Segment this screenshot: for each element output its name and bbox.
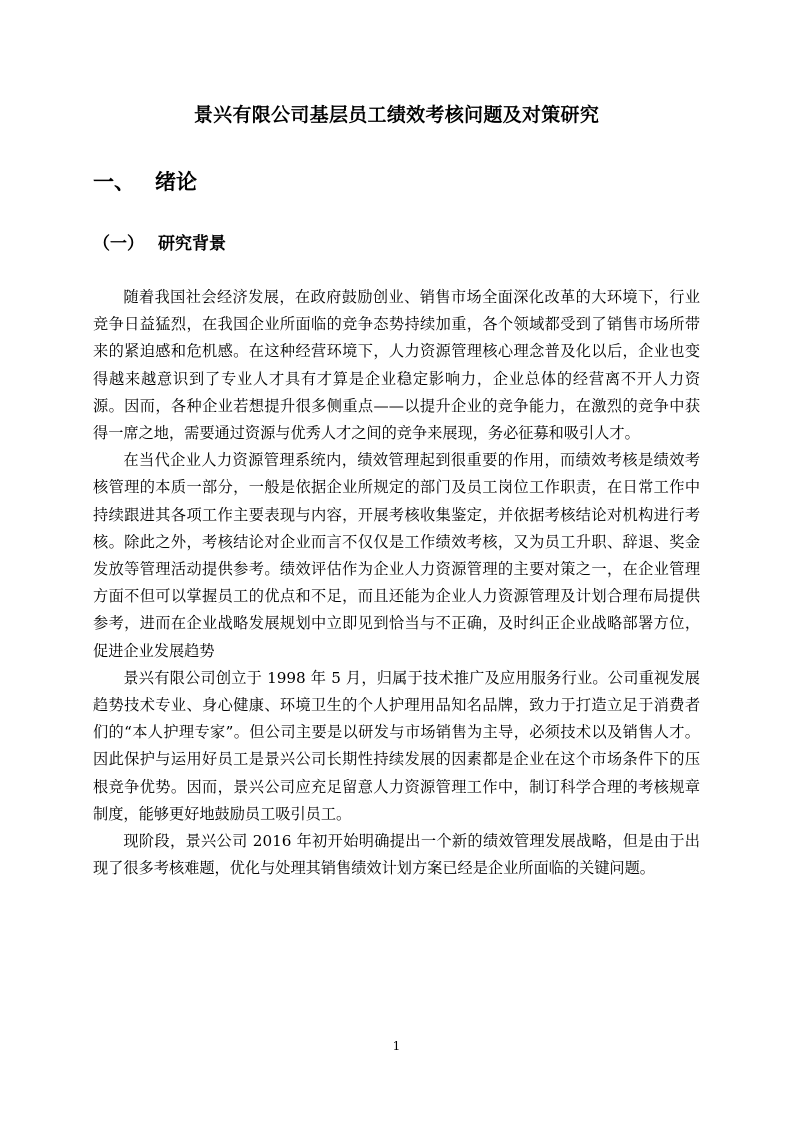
section-title: 绪论 <box>155 170 197 194</box>
paragraph: 现阶段，景兴公司 2016 年初开始明确提出一个新的绩效管理发展战略，但是由于出现了很多考核难题，优化与处理其销售绩效计划方案已经是企业所面临的关键问题。 <box>93 832 700 878</box>
section-heading <box>93 167 197 197</box>
paragraph: 在当代企业人力资源管理系统内，绩效管理起到很重要的作用，而绩效考核是绩效考核管理的本质一部分，一般是依据企业所规定的部门及员工岗位工作职责，在日常工作中持续跟进其各项工作主要表现与内容，开展考核收集鉴定，并依据考核结论对机构进行考核。除此之外，考核结论对企业而言不仅仅是工作绩效考核，又为员工升职、辞退、奖金发放等管理活动提供参考。绩效评估作为企业人力资源管理的主要对策之一，在企业管理方面不但可以掌握员工的优点和不足，而且还能为企业人力资源管理及计划合理布局提供参考，进而在企业战略发展规划中立即见到恰当与不正确，及时纠正企业战略部署方位，促进企业发展趋势 <box>93 451 700 660</box>
document-title: 景兴有限公司基层员工绩效考核问题及对策研究 <box>193 104 600 126</box>
subsection-heading <box>93 230 226 258</box>
page-number: 1 <box>392 1039 401 1053</box>
paragraph: 景兴有限公司创立于 1998 年 5 月，归属于技术推广及应用服务行业。公司重视发展趋势技术专业、身心健康、环境卫生的个人护理用品知名品牌，致力于打造立足于消费者们的“本人护理专家”。但公司主要是以研发与市场销售为主导，必须技术以及销售人才。因此保护与运用好员工是景兴公司长期性持续发展的因素都是企业在这个市场条件下的压根竞争优势。因而，景兴公司应充足留意人力资源管理工作中，制订科学合理的考核规章制度，能够更好地鼓励员工吸引员工。 <box>93 668 700 823</box>
subsection-number: （一） <box>93 234 144 254</box>
paragraph: 随着我国社会经济发展，在政府鼓励创业、销售市场全面深化改革的大环境下，行业竞争日益猛烈，在我国企业所面临的竞争态势持续加重，各个领域都受到了销售市场所带来的紧迫感和危机感。在这种经营环境下，人力资源管理核心理念普及化以后，企业也变得越来越意识到了专业人才具有才算是企业稳定影响力，企业总体的经营离不开人力资源。因而，各种企业若想提升很多侧重点——以提升企业的竞争能力，在激烈的竞争中获得一席之地，需要通过资源与优秀人才之间的竞争来展现，务必征募和吸引人才。 <box>93 288 700 443</box>
section-number: 一、 <box>93 170 135 194</box>
subsection-title: 研究背景 <box>158 234 226 254</box>
body-text <box>93 284 700 882</box>
